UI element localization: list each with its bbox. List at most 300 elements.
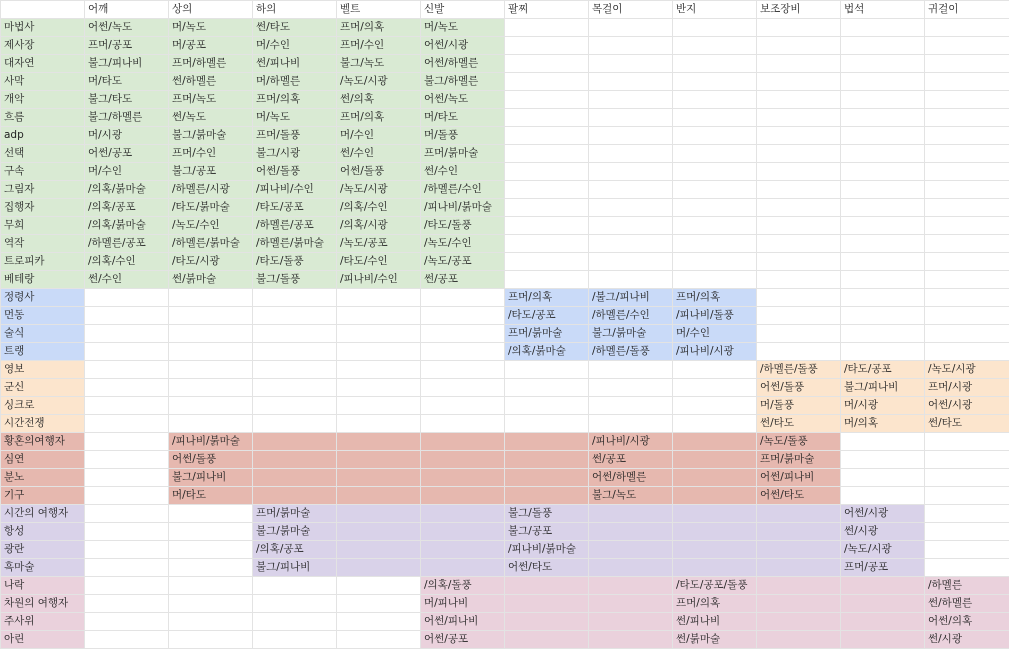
table-cell[interactable]: [253, 613, 337, 631]
table-cell[interactable]: [505, 379, 589, 397]
table-cell[interactable]: 프머/수인: [337, 37, 421, 55]
table-cell[interactable]: 어썬/공포: [421, 631, 505, 649]
table-cell[interactable]: [505, 217, 589, 235]
table-cell[interactable]: [589, 253, 673, 271]
table-cell[interactable]: [841, 253, 925, 271]
table-cell[interactable]: [841, 433, 925, 451]
row-label-cell[interactable]: 시간전쟁: [1, 415, 85, 433]
table-cell[interactable]: [673, 163, 757, 181]
table-cell[interactable]: [421, 487, 505, 505]
table-cell[interactable]: /피나비/붉마술: [505, 541, 589, 559]
table-cell[interactable]: /피나비/붉마술: [169, 433, 253, 451]
table-cell[interactable]: 썬/붉마술: [673, 631, 757, 649]
table-cell[interactable]: [337, 307, 421, 325]
table-cell[interactable]: [841, 145, 925, 163]
table-cell[interactable]: [505, 253, 589, 271]
table-cell[interactable]: 불그/붉마술: [253, 523, 337, 541]
table-cell[interactable]: 머/시광: [85, 127, 169, 145]
table-cell[interactable]: [925, 19, 1009, 37]
table-cell[interactable]: [757, 19, 841, 37]
table-cell[interactable]: [421, 559, 505, 577]
table-cell[interactable]: [925, 37, 1009, 55]
table-cell[interactable]: 머/의혹: [841, 415, 925, 433]
row-label-cell[interactable]: 정령사: [1, 289, 85, 307]
table-cell[interactable]: /의혹/붉마술: [85, 181, 169, 199]
table-cell[interactable]: [925, 145, 1009, 163]
table-cell[interactable]: [673, 415, 757, 433]
table-cell[interactable]: [421, 415, 505, 433]
table-cell[interactable]: [841, 19, 925, 37]
table-cell[interactable]: [85, 523, 169, 541]
table-cell[interactable]: [673, 19, 757, 37]
table-cell[interactable]: 프머/녹도: [169, 91, 253, 109]
table-cell[interactable]: [85, 361, 169, 379]
table-cell[interactable]: [169, 523, 253, 541]
table-cell[interactable]: [169, 343, 253, 361]
table-cell[interactable]: 불그/돌풍: [253, 271, 337, 289]
column-header[interactable]: 상의: [169, 1, 253, 19]
table-cell[interactable]: [337, 595, 421, 613]
table-cell[interactable]: 프머/하멜른: [169, 55, 253, 73]
table-cell[interactable]: [505, 451, 589, 469]
table-cell[interactable]: 프머/의혹: [337, 109, 421, 127]
table-cell[interactable]: [757, 613, 841, 631]
table-cell[interactable]: [589, 415, 673, 433]
column-header[interactable]: 목걸이: [589, 1, 673, 19]
table-cell[interactable]: /녹도/공포: [421, 253, 505, 271]
table-cell[interactable]: [253, 415, 337, 433]
table-cell[interactable]: [673, 199, 757, 217]
table-cell[interactable]: [253, 433, 337, 451]
table-cell[interactable]: /의혹/붉마술: [85, 217, 169, 235]
table-cell[interactable]: 프머/공포: [841, 559, 925, 577]
table-cell[interactable]: [337, 379, 421, 397]
table-cell[interactable]: [757, 145, 841, 163]
row-label-cell[interactable]: 차원의 여행자: [1, 595, 85, 613]
table-cell[interactable]: [169, 415, 253, 433]
table-cell[interactable]: 프머/의혹: [673, 595, 757, 613]
table-cell[interactable]: /타도/돌풍: [253, 253, 337, 271]
table-cell[interactable]: [421, 433, 505, 451]
table-cell[interactable]: [925, 451, 1009, 469]
table-cell[interactable]: [589, 505, 673, 523]
table-cell[interactable]: [589, 37, 673, 55]
column-header[interactable]: 팔찌: [505, 1, 589, 19]
table-cell[interactable]: [757, 631, 841, 649]
column-header[interactable]: 귀걸이: [925, 1, 1009, 19]
table-cell[interactable]: [673, 217, 757, 235]
row-label-cell[interactable]: 그림자: [1, 181, 85, 199]
table-cell[interactable]: /피나비/시광: [589, 433, 673, 451]
table-cell[interactable]: [589, 631, 673, 649]
table-cell[interactable]: 프머/의혹: [337, 19, 421, 37]
row-label-cell[interactable]: 아린: [1, 631, 85, 649]
table-cell[interactable]: [841, 181, 925, 199]
table-cell[interactable]: [505, 37, 589, 55]
row-label-cell[interactable]: 무희: [1, 217, 85, 235]
table-cell[interactable]: /타도/시광: [169, 253, 253, 271]
table-cell[interactable]: [841, 307, 925, 325]
table-cell[interactable]: [505, 631, 589, 649]
table-cell[interactable]: 불그/피나비: [85, 55, 169, 73]
table-cell[interactable]: [505, 361, 589, 379]
table-cell[interactable]: /하멜른/시광: [169, 181, 253, 199]
table-cell[interactable]: [253, 361, 337, 379]
table-cell[interactable]: [841, 217, 925, 235]
table-cell[interactable]: [673, 379, 757, 397]
table-cell[interactable]: [757, 595, 841, 613]
table-cell[interactable]: 프머/의혹: [505, 289, 589, 307]
table-cell[interactable]: 불그/피나비: [841, 379, 925, 397]
table-cell[interactable]: [337, 325, 421, 343]
table-cell[interactable]: [673, 505, 757, 523]
table-cell[interactable]: [841, 577, 925, 595]
table-cell[interactable]: /타도/돌풍: [421, 217, 505, 235]
row-label-cell[interactable]: adp: [1, 127, 85, 145]
table-cell[interactable]: [337, 397, 421, 415]
row-label-cell[interactable]: 광란: [1, 541, 85, 559]
table-cell[interactable]: 어썬/의혹: [925, 613, 1009, 631]
table-cell[interactable]: 불그/녹도: [589, 487, 673, 505]
table-cell[interactable]: [169, 397, 253, 415]
table-cell[interactable]: [85, 451, 169, 469]
table-cell[interactable]: [337, 289, 421, 307]
table-cell[interactable]: 어썬/타도: [505, 559, 589, 577]
table-cell[interactable]: 머/돌풍: [421, 127, 505, 145]
table-cell[interactable]: [505, 145, 589, 163]
table-cell[interactable]: [673, 433, 757, 451]
table-cell[interactable]: 썬/녹도: [169, 109, 253, 127]
table-cell[interactable]: [925, 469, 1009, 487]
table-cell[interactable]: [253, 307, 337, 325]
row-label-cell[interactable]: 마법사: [1, 19, 85, 37]
table-cell[interactable]: [757, 577, 841, 595]
row-label-cell[interactable]: 싱크로: [1, 397, 85, 415]
table-cell[interactable]: [757, 235, 841, 253]
table-cell[interactable]: /피나비/붉마술: [421, 199, 505, 217]
table-cell[interactable]: [673, 91, 757, 109]
table-cell[interactable]: [589, 523, 673, 541]
table-cell[interactable]: [757, 271, 841, 289]
table-cell[interactable]: 썬/공포: [421, 271, 505, 289]
table-cell[interactable]: [673, 37, 757, 55]
table-cell[interactable]: 프머/붉마술: [505, 325, 589, 343]
table-cell[interactable]: [589, 595, 673, 613]
table-cell[interactable]: [925, 271, 1009, 289]
table-cell[interactable]: 프머/시광: [925, 379, 1009, 397]
table-cell[interactable]: [505, 235, 589, 253]
table-cell[interactable]: [169, 505, 253, 523]
table-cell[interactable]: /타도/공포: [253, 199, 337, 217]
table-cell[interactable]: [421, 325, 505, 343]
table-cell[interactable]: [673, 73, 757, 91]
row-label-cell[interactable]: 기구: [1, 487, 85, 505]
table-cell[interactable]: 머/수인: [253, 37, 337, 55]
table-cell[interactable]: 프머/붉마술: [757, 451, 841, 469]
table-cell[interactable]: 썬/피나비: [253, 55, 337, 73]
table-cell[interactable]: [169, 613, 253, 631]
row-label-cell[interactable]: 베테랑: [1, 271, 85, 289]
table-cell[interactable]: [841, 343, 925, 361]
table-cell[interactable]: 불그/피나비: [253, 559, 337, 577]
row-label-cell[interactable]: 역작: [1, 235, 85, 253]
table-cell[interactable]: [925, 559, 1009, 577]
table-cell[interactable]: [841, 91, 925, 109]
table-cell[interactable]: 불그/타도: [85, 91, 169, 109]
table-cell[interactable]: 어썬/돌풍: [253, 163, 337, 181]
table-cell[interactable]: [421, 523, 505, 541]
table-cell[interactable]: [757, 505, 841, 523]
table-cell[interactable]: [841, 487, 925, 505]
table-cell[interactable]: [337, 361, 421, 379]
table-cell[interactable]: 머/하멜른: [253, 73, 337, 91]
table-cell[interactable]: [925, 523, 1009, 541]
table-cell[interactable]: [925, 109, 1009, 127]
table-cell[interactable]: 어썬/하멜른: [589, 469, 673, 487]
table-cell[interactable]: [169, 379, 253, 397]
table-cell[interactable]: 어썬/녹도: [85, 19, 169, 37]
table-cell[interactable]: [85, 415, 169, 433]
table-cell[interactable]: [589, 613, 673, 631]
table-cell[interactable]: 썬/타도: [757, 415, 841, 433]
table-cell[interactable]: 프머/의혹: [253, 91, 337, 109]
table-cell[interactable]: /불그/피나비: [589, 289, 673, 307]
table-cell[interactable]: [925, 181, 1009, 199]
table-cell[interactable]: [841, 613, 925, 631]
table-cell[interactable]: [673, 271, 757, 289]
table-cell[interactable]: [589, 271, 673, 289]
corner-cell[interactable]: [1, 1, 85, 19]
column-header[interactable]: 법석: [841, 1, 925, 19]
table-cell[interactable]: [925, 433, 1009, 451]
table-cell[interactable]: [925, 235, 1009, 253]
table-cell[interactable]: 불그/붉마술: [589, 325, 673, 343]
table-cell[interactable]: [589, 91, 673, 109]
table-cell[interactable]: [925, 325, 1009, 343]
table-cell[interactable]: [589, 109, 673, 127]
table-cell[interactable]: [169, 631, 253, 649]
table-cell[interactable]: [337, 613, 421, 631]
row-label-cell[interactable]: 집행자: [1, 199, 85, 217]
table-cell[interactable]: [673, 361, 757, 379]
table-cell[interactable]: [337, 343, 421, 361]
table-cell[interactable]: [757, 73, 841, 91]
table-cell[interactable]: [505, 91, 589, 109]
table-cell[interactable]: [85, 595, 169, 613]
table-cell[interactable]: [85, 379, 169, 397]
table-cell[interactable]: [421, 469, 505, 487]
table-cell[interactable]: [757, 253, 841, 271]
table-cell[interactable]: [925, 55, 1009, 73]
row-label-cell[interactable]: 제사장: [1, 37, 85, 55]
table-cell[interactable]: 프머/붉마술: [253, 505, 337, 523]
table-cell[interactable]: [925, 307, 1009, 325]
table-cell[interactable]: [841, 73, 925, 91]
table-cell[interactable]: [757, 343, 841, 361]
table-cell[interactable]: /타도/공포: [841, 361, 925, 379]
table-cell[interactable]: [925, 505, 1009, 523]
table-cell[interactable]: [421, 379, 505, 397]
table-cell[interactable]: 썬/타도: [253, 19, 337, 37]
table-cell[interactable]: /의혹/공포: [253, 541, 337, 559]
table-cell[interactable]: /녹도/시광: [841, 541, 925, 559]
table-cell[interactable]: 어썬/돌풍: [337, 163, 421, 181]
table-cell[interactable]: /하멜른/공포: [85, 235, 169, 253]
table-cell[interactable]: [253, 343, 337, 361]
table-cell[interactable]: [505, 433, 589, 451]
table-cell[interactable]: /하멜른/붉마술: [253, 235, 337, 253]
table-cell[interactable]: [841, 127, 925, 145]
table-cell[interactable]: /의혹/수인: [85, 253, 169, 271]
row-label-cell[interactable]: 심연: [1, 451, 85, 469]
table-cell[interactable]: 썬/수인: [85, 271, 169, 289]
table-cell[interactable]: [337, 415, 421, 433]
table-cell[interactable]: [421, 343, 505, 361]
table-cell[interactable]: 머/타도: [169, 487, 253, 505]
table-cell[interactable]: 불그/붉마술: [169, 127, 253, 145]
table-cell[interactable]: [85, 307, 169, 325]
table-cell[interactable]: [169, 541, 253, 559]
table-cell[interactable]: [85, 397, 169, 415]
table-cell[interactable]: [169, 577, 253, 595]
table-cell[interactable]: [589, 397, 673, 415]
table-cell[interactable]: 불그/녹도: [337, 55, 421, 73]
table-cell[interactable]: [757, 523, 841, 541]
table-cell[interactable]: [337, 541, 421, 559]
table-cell[interactable]: /피나비/수인: [337, 271, 421, 289]
table-cell[interactable]: [421, 289, 505, 307]
table-cell[interactable]: [421, 451, 505, 469]
table-cell[interactable]: [589, 235, 673, 253]
table-cell[interactable]: [673, 109, 757, 127]
column-header[interactable]: 신발: [421, 1, 505, 19]
table-cell[interactable]: [253, 289, 337, 307]
table-cell[interactable]: /하멜른/공포: [253, 217, 337, 235]
row-label-cell[interactable]: 항성: [1, 523, 85, 541]
table-cell[interactable]: [169, 559, 253, 577]
table-cell[interactable]: [85, 469, 169, 487]
table-cell[interactable]: [925, 289, 1009, 307]
table-cell[interactable]: 프머/수인: [169, 145, 253, 163]
table-cell[interactable]: 프머/의혹: [673, 289, 757, 307]
table-cell[interactable]: [841, 163, 925, 181]
table-cell[interactable]: /타도/공포: [505, 307, 589, 325]
table-cell[interactable]: [589, 361, 673, 379]
table-cell[interactable]: [589, 55, 673, 73]
column-header[interactable]: 보조장비: [757, 1, 841, 19]
table-cell[interactable]: 불그/시광: [253, 145, 337, 163]
table-cell[interactable]: [589, 163, 673, 181]
table-cell[interactable]: [925, 73, 1009, 91]
table-cell[interactable]: [505, 109, 589, 127]
table-cell[interactable]: 어썬/공포: [85, 145, 169, 163]
row-label-cell[interactable]: 분노: [1, 469, 85, 487]
table-cell[interactable]: [925, 343, 1009, 361]
table-cell[interactable]: 머/공포: [169, 37, 253, 55]
table-cell[interactable]: [253, 577, 337, 595]
table-cell[interactable]: [757, 289, 841, 307]
table-cell[interactable]: 썬/하멜른: [169, 73, 253, 91]
table-cell[interactable]: [505, 271, 589, 289]
row-label-cell[interactable]: 영보: [1, 361, 85, 379]
table-cell[interactable]: [421, 397, 505, 415]
table-cell[interactable]: 프머/돌풍: [253, 127, 337, 145]
table-cell[interactable]: [673, 55, 757, 73]
table-cell[interactable]: /녹도/시광: [337, 181, 421, 199]
table-cell[interactable]: /의혹/붉마술: [505, 343, 589, 361]
table-cell[interactable]: /녹도/공포: [337, 235, 421, 253]
table-cell[interactable]: [337, 631, 421, 649]
table-cell[interactable]: [421, 361, 505, 379]
table-cell[interactable]: [673, 541, 757, 559]
table-cell[interactable]: 어썬/피나비: [421, 613, 505, 631]
row-label-cell[interactable]: 주사위: [1, 613, 85, 631]
table-cell[interactable]: /녹도/수인: [169, 217, 253, 235]
table-cell[interactable]: [589, 73, 673, 91]
table-cell[interactable]: 불그/하멜른: [421, 73, 505, 91]
table-cell[interactable]: [505, 613, 589, 631]
table-cell[interactable]: [673, 145, 757, 163]
table-cell[interactable]: 프머/붉마술: [421, 145, 505, 163]
table-cell[interactable]: 머/돌풍: [757, 397, 841, 415]
table-cell[interactable]: 어썬/타도: [757, 487, 841, 505]
table-cell[interactable]: [421, 307, 505, 325]
table-cell[interactable]: [337, 433, 421, 451]
table-cell[interactable]: /피나비/돌풍: [673, 307, 757, 325]
table-cell[interactable]: 머/녹도: [421, 19, 505, 37]
table-cell[interactable]: [841, 595, 925, 613]
table-cell[interactable]: /의혹/시광: [337, 217, 421, 235]
table-cell[interactable]: 어썬/시광: [925, 397, 1009, 415]
table-cell[interactable]: /의혹/수인: [337, 199, 421, 217]
table-cell[interactable]: [925, 487, 1009, 505]
table-cell[interactable]: [757, 55, 841, 73]
table-cell[interactable]: [841, 199, 925, 217]
table-cell[interactable]: [421, 505, 505, 523]
table-cell[interactable]: [253, 469, 337, 487]
table-cell[interactable]: [757, 559, 841, 577]
table-cell[interactable]: [673, 235, 757, 253]
table-cell[interactable]: 머/녹도: [169, 19, 253, 37]
table-cell[interactable]: [925, 91, 1009, 109]
row-label-cell[interactable]: 시간의 여행자: [1, 505, 85, 523]
table-cell[interactable]: /피나비/수인: [253, 181, 337, 199]
table-cell[interactable]: [253, 451, 337, 469]
table-cell[interactable]: 어썬/녹도: [421, 91, 505, 109]
table-cell[interactable]: [169, 595, 253, 613]
table-cell[interactable]: [337, 559, 421, 577]
table-cell[interactable]: [337, 469, 421, 487]
table-cell[interactable]: [757, 91, 841, 109]
table-cell[interactable]: 어썬/시광: [421, 37, 505, 55]
column-header[interactable]: 하의: [253, 1, 337, 19]
table-cell[interactable]: 썬/공포: [589, 451, 673, 469]
table-cell[interactable]: [589, 127, 673, 145]
table-cell[interactable]: [841, 271, 925, 289]
table-cell[interactable]: [85, 433, 169, 451]
table-cell[interactable]: /녹도/시광: [925, 361, 1009, 379]
table-cell[interactable]: [673, 451, 757, 469]
table-cell[interactable]: [85, 505, 169, 523]
table-cell[interactable]: [589, 559, 673, 577]
table-cell[interactable]: 머/피나비: [421, 595, 505, 613]
table-cell[interactable]: [757, 109, 841, 127]
table-cell[interactable]: [85, 631, 169, 649]
table-cell[interactable]: 썬/피나비: [673, 613, 757, 631]
table-cell[interactable]: [757, 199, 841, 217]
table-cell[interactable]: [505, 397, 589, 415]
table-cell[interactable]: /타도/공포/돌풍: [673, 577, 757, 595]
